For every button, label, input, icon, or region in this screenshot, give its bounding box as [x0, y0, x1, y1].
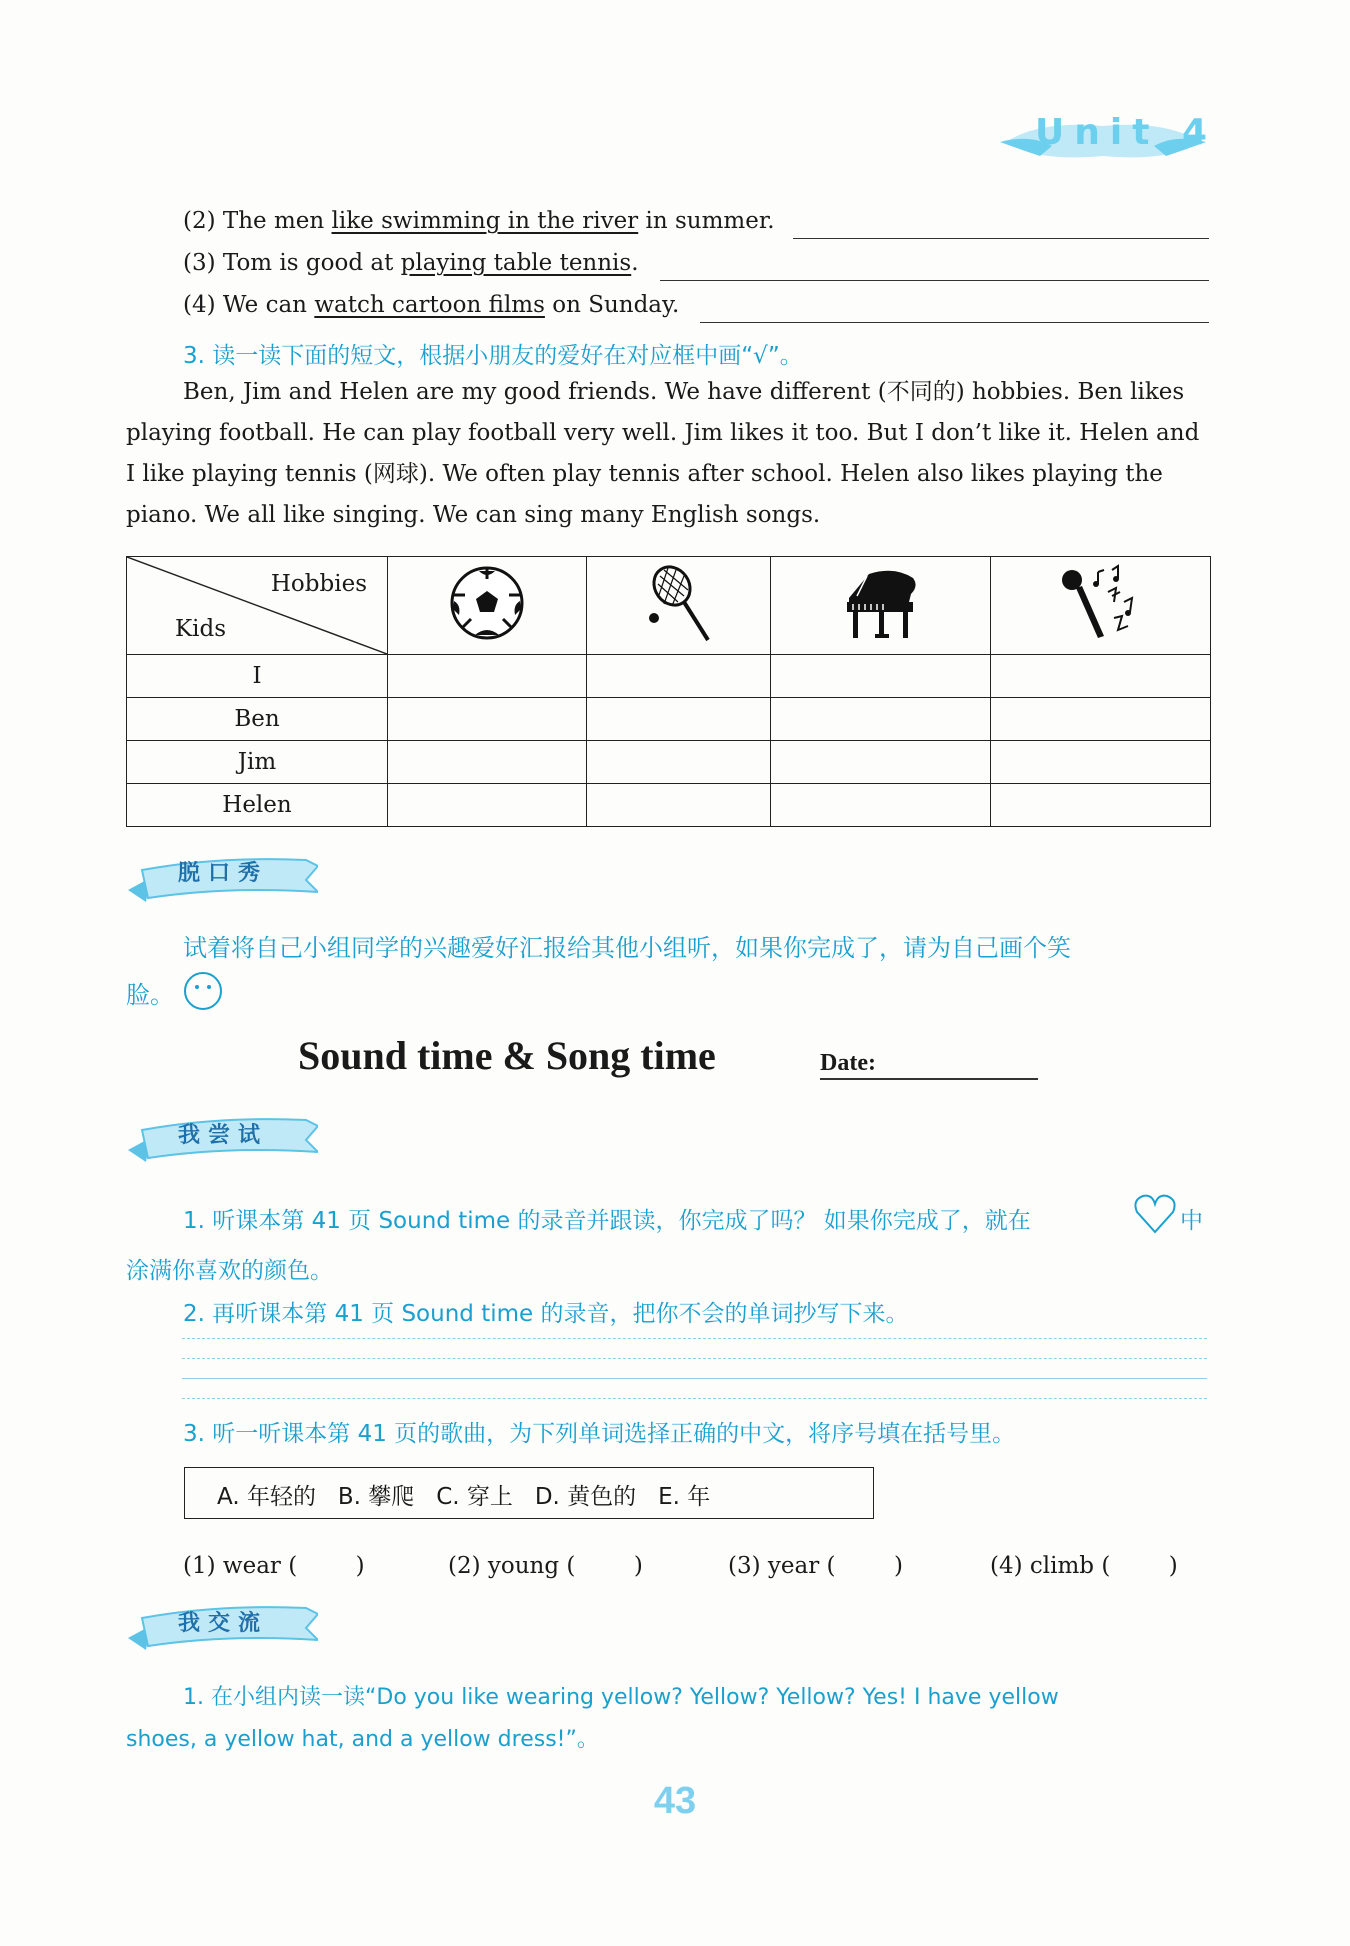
try-item-1-cont: 涂满你喜欢的颜色。	[126, 1258, 333, 1284]
writing-line[interactable]	[182, 1338, 1207, 1339]
kid-name: Helen	[127, 784, 388, 827]
table-row	[127, 698, 1211, 741]
check-cell[interactable]	[771, 698, 991, 741]
share-item-1-cont: shoes, a yellow hat, and a yellow dress!”。	[126, 1727, 599, 1752]
kid-name: I	[127, 655, 388, 698]
tennis-racket-icon	[587, 557, 771, 655]
sentence-4: (4) We can watch cartoon films on Sunday.	[183, 292, 680, 318]
passage-line: I like playing tennis (网球). We often play tennis after school. Helen also likes playing the	[126, 461, 1163, 487]
kid-name: Jim	[127, 741, 388, 784]
corner-hobbies-label: Hobbies	[270, 571, 367, 597]
options-text: A. 年轻的 B. 攀爬 C. 穿上 D. 黄色的 E. 年	[217, 1484, 711, 1510]
check-cell[interactable]	[388, 698, 587, 741]
passage-line: Ben, Jim and Helen are my good friends. We have different (不同的) hobbies. Ben likes	[183, 379, 1185, 405]
check-cell[interactable]	[990, 784, 1210, 827]
passage-line: piano. We all like singing. We can sing many English songs.	[126, 502, 821, 528]
check-cell[interactable]	[771, 784, 991, 827]
check-cell[interactable]	[388, 655, 587, 698]
hobbies-table	[126, 556, 1211, 827]
banner-share: 我交流	[178, 1611, 269, 1636]
answer-blank[interactable]	[660, 280, 1209, 281]
task3-passage	[126, 372, 1211, 536]
blank-item[interactable]: (1) wear ( )	[183, 1553, 365, 1579]
try-item-2: 2. 再听课本第 41 页 Sound time 的录音，把你不会的单词抄写下来。	[183, 1301, 909, 1327]
talk-instruction-cont: 脸。	[126, 981, 174, 1009]
table-corner-cell	[127, 557, 388, 655]
piano-icon	[771, 557, 991, 655]
date-field[interactable]	[820, 1078, 1038, 1080]
check-cell[interactable]	[990, 741, 1210, 784]
try-item-1: 1. 听课本第 41 页 Sound time 的录音并跟读，你完成了吗？ 如果你完成了，就在	[183, 1208, 1031, 1234]
sentence-3: (3) Tom is good at playing table tennis.	[183, 250, 639, 276]
sentence-2: (2) The men like swimming in the river in summer.	[183, 208, 775, 234]
table-row	[127, 784, 1211, 827]
check-cell[interactable]	[990, 655, 1210, 698]
microphone-icon	[990, 557, 1210, 655]
table-row	[127, 655, 1211, 698]
blank-item[interactable]: (4) climb ( )	[990, 1553, 1178, 1579]
task3-title: 3. 读一读下面的短文，根据小朋友的爱好在对应框中画“√”。	[183, 343, 803, 369]
try-item-3: 3. 听一听课本第 41 页的歌曲，为下列单词选择正确的中文，将序号填在括号里。	[183, 1421, 1016, 1447]
smiley-face-icon	[182, 970, 224, 1012]
answer-blank[interactable]	[793, 238, 1209, 239]
try-item-1-end: 中	[1180, 1208, 1203, 1234]
table-row	[127, 741, 1211, 784]
passage-line: playing football. He can play football very well. Jim likes it too. But I don’t like it. Helen and	[126, 420, 1200, 446]
check-cell[interactable]	[388, 741, 587, 784]
options-box	[184, 1467, 874, 1519]
kid-name: Ben	[127, 698, 388, 741]
blank-item[interactable]: (2) young ( )	[448, 1553, 643, 1579]
check-cell[interactable]	[771, 655, 991, 698]
date-label: Date:	[820, 1050, 876, 1076]
heart-icon[interactable]	[1132, 1192, 1178, 1236]
check-cell[interactable]	[587, 655, 771, 698]
banner-try: 我尝试	[178, 1123, 269, 1148]
writing-line[interactable]	[182, 1378, 1207, 1379]
check-cell[interactable]	[388, 784, 587, 827]
answer-blank[interactable]	[700, 322, 1209, 323]
banner-talk-show: 脱口秀	[178, 861, 269, 886]
corner-kids-label: Kids	[175, 616, 227, 642]
unit-label: Unit 4	[1035, 112, 1217, 153]
football-icon	[388, 557, 587, 655]
check-cell[interactable]	[771, 741, 991, 784]
share-item-1: 1. 在小组内读一读“Do you like wearing yellow? Yellow? Yellow? Yes! I have yellow	[183, 1685, 1059, 1710]
section-title: Sound time & Song time	[298, 1033, 716, 1078]
check-cell[interactable]	[587, 784, 771, 827]
blank-item[interactable]: (3) year ( )	[728, 1553, 903, 1579]
check-cell[interactable]	[587, 698, 771, 741]
check-cell[interactable]	[587, 741, 771, 784]
writing-line[interactable]	[182, 1358, 1207, 1359]
page-number: 43	[653, 1780, 697, 1822]
check-cell[interactable]	[990, 698, 1210, 741]
talk-instruction: 试着将自己小组同学的兴趣爱好汇报给其他小组听，如果你完成了，请为自己画个笑	[183, 934, 1071, 962]
writing-line[interactable]	[182, 1398, 1207, 1399]
